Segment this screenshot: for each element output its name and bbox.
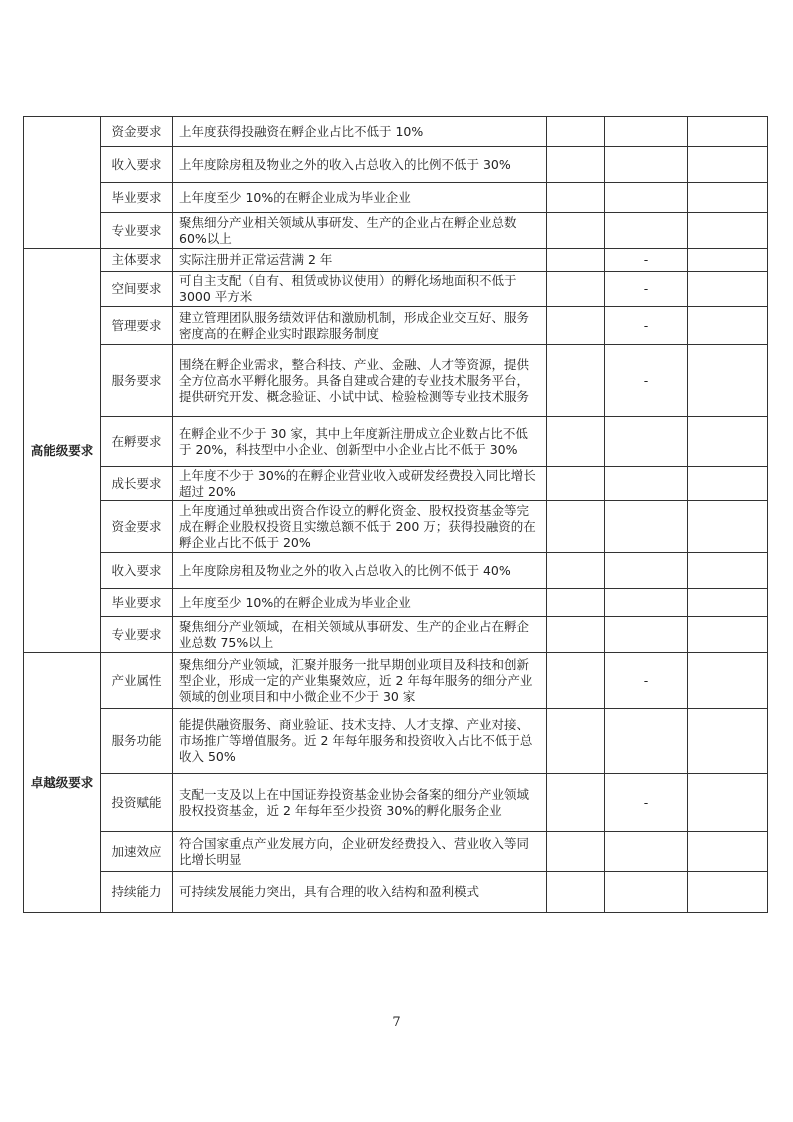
column-3-cell (605, 467, 688, 501)
table-row (24, 183, 768, 213)
requirement-item: 成长要求 (101, 467, 173, 501)
table-row (24, 467, 768, 501)
column-4-cell (688, 417, 768, 467)
column-2-cell (547, 345, 605, 417)
column-4-cell (688, 617, 768, 653)
requirement-item: 服务要求 (101, 345, 173, 417)
requirement-description: 实际注册并正常运营满 2 年 (173, 249, 547, 272)
requirement-description: 聚焦细分产业领域，在相关领域从事研发、生产的企业占在孵企业总数 75%以上 (173, 617, 547, 653)
column-2-cell (547, 417, 605, 467)
requirement-description: 聚焦细分产业相关领域从事研发、生产的企业占在孵企业总数 60%以上 (173, 213, 547, 249)
column-3-cell (605, 589, 688, 617)
column-3-cell: - (605, 653, 688, 709)
column-4-cell (688, 147, 768, 183)
table-row (24, 501, 768, 553)
column-4-cell (688, 589, 768, 617)
table-row (24, 553, 768, 589)
column-4-cell (688, 345, 768, 417)
requirement-description: 上年度除房租及物业之外的收入占总收入的比例不低于 30% (173, 147, 547, 183)
column-2-cell (547, 501, 605, 553)
column-3-cell (605, 832, 688, 872)
column-3-cell: - (605, 249, 688, 272)
column-3-cell (605, 213, 688, 249)
table-row (24, 709, 768, 774)
category-label: 卓越级要求 (24, 653, 101, 913)
column-4-cell (688, 467, 768, 501)
column-4-cell (688, 774, 768, 832)
column-2-cell (547, 147, 605, 183)
requirement-item: 产业属性 (101, 653, 173, 709)
table-row (24, 872, 768, 913)
table-row (24, 617, 768, 653)
requirement-description: 上年度至少 10%的在孵企业成为毕业企业 (173, 183, 547, 213)
requirement-description: 上年度除房租及物业之外的收入占总收入的比例不低于 40% (173, 553, 547, 589)
requirements-table (23, 116, 768, 913)
column-2-cell (547, 117, 605, 147)
column-2-cell (547, 589, 605, 617)
table-row (24, 249, 768, 272)
column-2-cell (547, 653, 605, 709)
requirement-item: 投资赋能 (101, 774, 173, 832)
column-4-cell (688, 183, 768, 213)
column-4-cell (688, 307, 768, 345)
requirement-description: 在孵企业不少于 30 家，其中上年度新注册成立企业数占比不低于 20%，科技型中小企业、创新型中小企业占比不低于 30% (173, 417, 547, 467)
column-3-cell (605, 417, 688, 467)
table-row (24, 417, 768, 467)
column-3-cell: - (605, 272, 688, 307)
table-row (24, 774, 768, 832)
column-3-cell (605, 501, 688, 553)
column-2-cell (547, 183, 605, 213)
column-3-cell (605, 553, 688, 589)
requirement-item: 专业要求 (101, 617, 173, 653)
table-row (24, 307, 768, 345)
column-4-cell (688, 117, 768, 147)
column-3-cell (605, 709, 688, 774)
column-2-cell (547, 272, 605, 307)
requirement-item: 资金要求 (101, 117, 173, 147)
column-2-cell (547, 307, 605, 345)
table-row (24, 653, 768, 709)
requirements-table-body (24, 117, 768, 913)
requirement-item: 专业要求 (101, 213, 173, 249)
requirement-item: 空间要求 (101, 272, 173, 307)
table-row (24, 832, 768, 872)
requirement-description: 建立管理团队服务绩效评估和激励机制，形成企业交互好、服务密度高的在孵企业实时跟踪服务制度 (173, 307, 547, 345)
requirement-item: 收入要求 (101, 553, 173, 589)
requirement-description: 符合国家重点产业发展方向，企业研发经费投入、营业收入等同比增长明显 (173, 832, 547, 872)
column-4-cell (688, 653, 768, 709)
column-3-cell (605, 147, 688, 183)
column-4-cell (688, 832, 768, 872)
requirement-item: 管理要求 (101, 307, 173, 345)
requirement-description: 上年度至少 10%的在孵企业成为毕业企业 (173, 589, 547, 617)
column-3-cell (605, 872, 688, 913)
requirement-item: 服务功能 (101, 709, 173, 774)
requirement-item: 主体要求 (101, 249, 173, 272)
column-3-cell: - (605, 345, 688, 417)
column-2-cell (547, 709, 605, 774)
column-3-cell: - (605, 774, 688, 832)
column-2-cell (547, 617, 605, 653)
requirement-item: 加速效应 (101, 832, 173, 872)
table-row (24, 272, 768, 307)
table-row (24, 213, 768, 249)
column-4-cell (688, 213, 768, 249)
column-3-cell (605, 617, 688, 653)
requirement-item: 毕业要求 (101, 589, 173, 617)
column-4-cell (688, 501, 768, 553)
column-3-cell (605, 183, 688, 213)
requirement-description: 上年度通过单独或出资合作设立的孵化资金、股权投资基金等完成在孵企业股权投资且实缴总额不低于 200 万；获得投融资的在孵企业占比不低于 20% (173, 501, 547, 553)
requirement-description: 能提供融资服务、商业验证、技术支持、人才支撑、产业对接、市场推广等增值服务。近 2 年每年服务和投资收入占比不低于总收入 50% (173, 709, 547, 774)
column-2-cell (547, 467, 605, 501)
requirement-item: 资金要求 (101, 501, 173, 553)
page-number: 7 (392, 1015, 401, 1030)
column-2-cell (547, 774, 605, 832)
requirement-item: 收入要求 (101, 147, 173, 183)
category-label (24, 117, 101, 249)
column-2-cell (547, 249, 605, 272)
column-4-cell (688, 872, 768, 913)
column-4-cell (688, 272, 768, 307)
requirement-description: 聚焦细分产业领域，汇聚并服务一批早期创业项目及科技和创新型企业，形成一定的产业集聚效应，近 2 年每年服务的细分产业领域的创业项目和中小微企业不少于 30 家 (173, 653, 547, 709)
requirement-description: 围绕在孵企业需求，整合科技、产业、金融、人才等资源，提供全方位高水平孵化服务。具备自建或合建的专业技术服务平台，提供研究开发、概念验证、小试中试、检验检测等专业技术服务 (173, 345, 547, 417)
column-2-cell (547, 213, 605, 249)
requirement-description: 上年度不少于 30%的在孵企业营业收入或研发经费投入同比增长超过 20% (173, 467, 547, 501)
requirement-description: 可自主支配（自有、租赁或协议使用）的孵化场地面积不低于 3000 平方米 (173, 272, 547, 307)
table-row (24, 345, 768, 417)
table-row (24, 589, 768, 617)
column-2-cell (547, 553, 605, 589)
table-row (24, 117, 768, 147)
requirement-item: 持续能力 (101, 872, 173, 913)
column-3-cell (605, 117, 688, 147)
column-4-cell (688, 709, 768, 774)
column-3-cell: - (605, 307, 688, 345)
table-row (24, 147, 768, 183)
column-4-cell (688, 553, 768, 589)
requirement-item: 在孵要求 (101, 417, 173, 467)
column-2-cell (547, 832, 605, 872)
requirement-item: 毕业要求 (101, 183, 173, 213)
column-2-cell (547, 872, 605, 913)
requirement-description: 支配一支及以上在中国证券投资基金业协会备案的细分产业领域股权投资基金，近 2 年每年至少投资 30%的孵化服务企业 (173, 774, 547, 832)
category-label: 高能级要求 (24, 249, 101, 653)
requirement-description: 可持续发展能力突出，具有合理的收入结构和盈利模式 (173, 872, 547, 913)
column-4-cell (688, 249, 768, 272)
requirement-description: 上年度获得投融资在孵企业占比不低于 10% (173, 117, 547, 147)
